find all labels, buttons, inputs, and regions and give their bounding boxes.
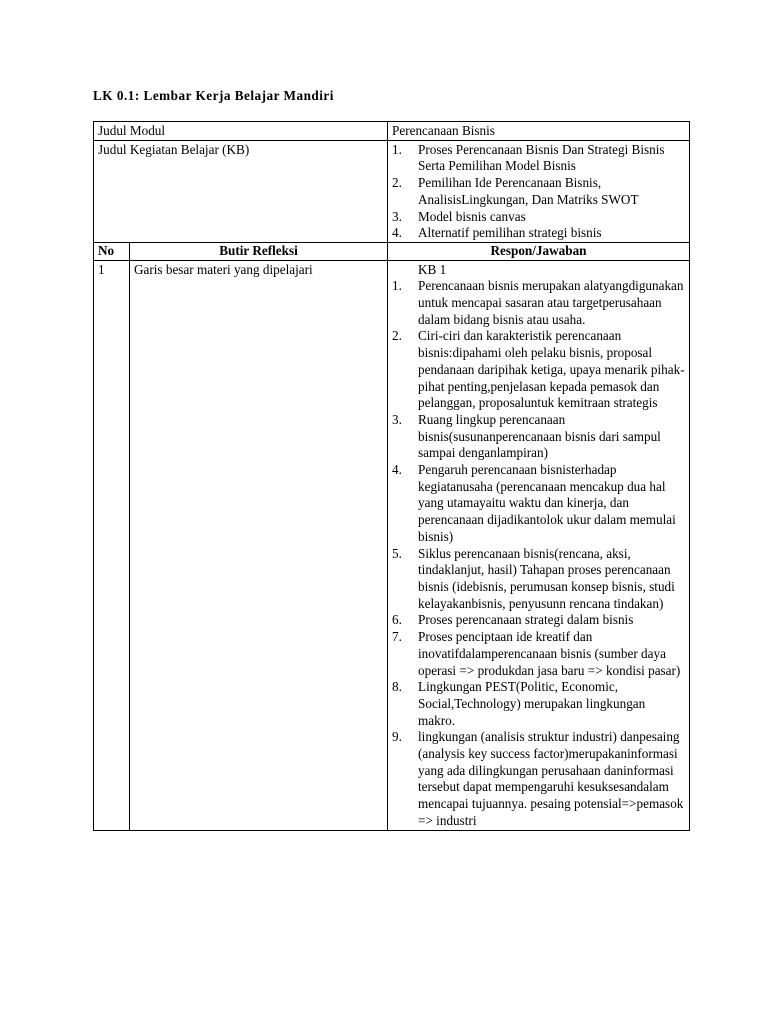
item-text: Ciri-ciri dan karakteristik perencanaan bisnis:dipahami oleh pelaku bisnis, proposal pendanaan daripihak ketiga, upaya menarik pihak-pihat penting,penjelasan kepada pemasok dan pelanggan, proposaluntuk kemitraan strategis: [418, 328, 685, 411]
list-item: [392, 328, 685, 412]
list-item: [392, 546, 685, 613]
list-item: [392, 278, 685, 328]
item-number: 1.: [392, 141, 402, 157]
modul-label: Judul Modul: [94, 122, 388, 141]
item-text: Alternatif pemilihan strategi bisnis: [418, 225, 602, 241]
header-no: No: [94, 242, 130, 260]
header-row: [94, 242, 690, 260]
butir-text: Garis besar materi yang dipelajari: [130, 260, 388, 830]
item-text: Pengaruh perencanaan bisnisterhadap kegiatanusaha (perencanaan mencakup dua hal yang utamayaitu waktu dan kinerja, dan perencanaan dijadikantolok ukur dalam memulai bisnis): [418, 462, 676, 544]
item-text: Lingkungan PEST(Politic, Economic, Social,Technology) merupakan lingkungan makro.: [418, 679, 646, 728]
item-number: 4.: [392, 462, 402, 478]
item-number: 9.: [392, 729, 402, 745]
response-list: [392, 278, 685, 829]
list-item: [392, 175, 685, 208]
item-text: Siklus perencanaan bisnis(rencana, aksi, tindaklanjut, hasil) Tahapan proses perencanaan bisnis (idebisnis, perumusan konsep bisnis, studi kelayakanbisnis, penyusunn rencana tindakan): [418, 545, 675, 611]
list-item: [392, 729, 685, 829]
worksheet-table: [93, 121, 690, 831]
item-number: 2.: [392, 175, 402, 191]
item-text: Proses Perencanaan Bisnis Dan Strategi Bisnis Serta Pemilihan Model Bisnis: [418, 141, 665, 174]
list-item: [392, 629, 685, 679]
item-text: lingkungan (analisis struktur industri) danpesaing (analysis key success factor)merupakaninformasi yang ada dilingkungan perusahaan daninformasi tersebut dapat mempengaruhi kesuksesandalam mencapai tujuannya. pesaing potensial=>pemasok => industri: [418, 729, 684, 828]
kb-list-cell: [388, 140, 690, 242]
item-text: Model bisnis canvas: [418, 208, 526, 224]
response-cell: [388, 260, 690, 830]
header-butir-refleksi: Butir Refleksi: [130, 242, 388, 260]
item-text: Proses perencanaan strategi dalam bisnis: [418, 612, 634, 628]
kb-label: Judul Kegiatan Belajar (KB): [94, 140, 388, 242]
item-number: 1.: [392, 278, 402, 294]
header-respon-jawaban: Respon/Jawaban: [388, 242, 690, 260]
list-item: [392, 679, 685, 729]
item-number: 3.: [392, 411, 402, 427]
document-title: LK 0.1: Lembar Kerja Belajar Mandiri: [93, 88, 334, 103]
item-text: Pemilihan Ide Perencanaan Bisnis, AnalisisLingkungan, Dan Matriks SWOT: [418, 175, 639, 207]
list-item: [392, 142, 685, 175]
item-text: Perencanaan bisnis merupakan alatyangdigunakan untuk mencapai sasaran atau targetperusahaan dalam bidang bisnis atau usaha.: [418, 278, 684, 327]
item-text: Proses penciptaan ide kreatif dan inovatifdalamperencanaan bisnis (sumber daya operasi => produkdan jasa baru => kondisi pasar): [418, 629, 681, 678]
row-number: 1: [94, 260, 130, 830]
list-item: [392, 462, 685, 546]
table-row: [94, 260, 690, 830]
item-number: 5.: [392, 545, 402, 561]
item-number: 3.: [392, 208, 402, 224]
list-item: [392, 412, 685, 462]
item-text: Ruang lingkup perencanaan bisnis(susunanperencanaan bisnis dari sampul sampai denganlampiran): [418, 411, 661, 461]
row-judul-kb: [94, 140, 690, 242]
kb-heading: KB 1: [418, 261, 447, 277]
item-number: 2.: [392, 328, 402, 344]
item-number: 7.: [392, 629, 402, 645]
list-item: [392, 612, 685, 629]
item-number: 4.: [392, 225, 402, 241]
modul-value: Perencanaan Bisnis: [388, 122, 690, 141]
row-judul-modul: [94, 122, 690, 141]
item-number: 8.: [392, 679, 402, 695]
list-item: [392, 209, 685, 226]
item-number: 6.: [392, 612, 402, 628]
kb-list: [392, 142, 685, 242]
list-item: [392, 225, 685, 242]
